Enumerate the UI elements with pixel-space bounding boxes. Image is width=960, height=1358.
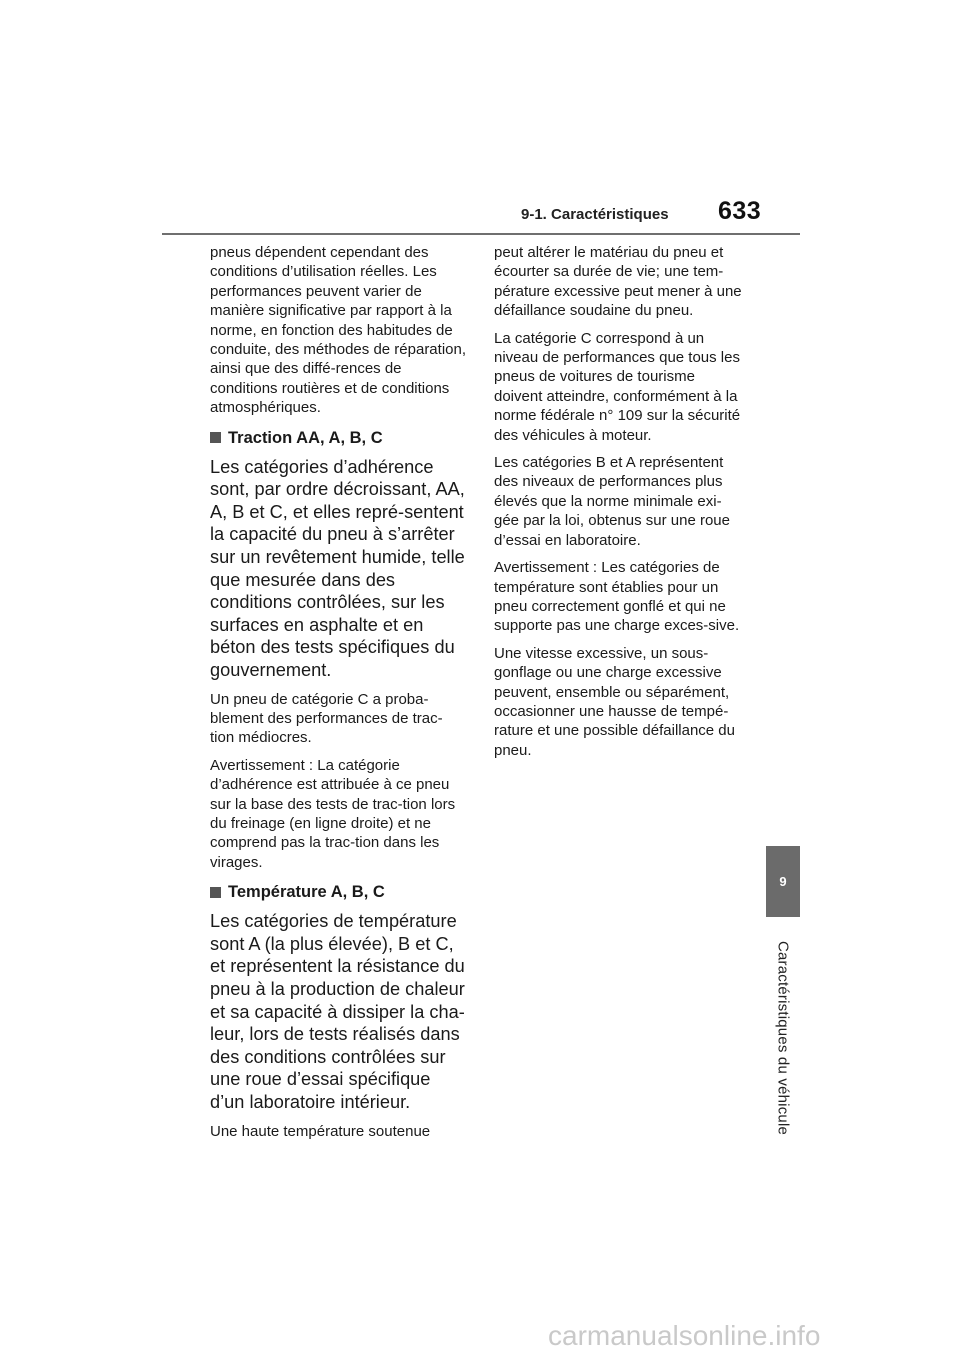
chapter-tab [766, 846, 800, 917]
right-paragraph-5: Une vitesse excessive, un sous-gonflage ou une charge excessive peuvent, ensemble ou séparément, occasionner une hausse de tempé-rature et une possible défaillance du pneu. [494, 644, 735, 759]
temperature-body: Les catégories de température sont A (la plus élevée), B et C, et représentent la résistance du pneu à la production de chaleur et sa capacité à dissiper la cha-leur, lors de tests réalisés dans des conditions contrôlées sur une roue d’essai spécifique d’un laboratoire intérieur. [210, 911, 465, 1112]
chapter-side-label: Caractéristiques du véhicule [774, 940, 792, 1136]
right-paragraph-1: peut altérer le matériau du pneu et écourter sa durée de vie; une tem-pérature excessive peut mener à une défaillance soudaine du pneu. [494, 244, 742, 320]
temperature-note: Une haute température soutenue [210, 1122, 431, 1140]
right-paragraph-3: Les catégories B et A représentent des niveaux de performances plus élevés que la norme minimale exi-gée par la loi, obtenus sur une roue d’essai en laboratoire. [494, 454, 730, 549]
right-paragraph-2: La catégorie C correspond à un niveau de performances que tous les pneus de voitures de tourisme doivent atteindre, conformément à la norme fédérale n° 109 sur la sécurité des véhicules à moteur. [494, 329, 741, 444]
traction-body: Les catégories d’adhérence sont, par ordre décroissant, AA, A, B et C, et elles repré-sentent la capacité du pneu à s’arrêter sur un revêtement humide, telle que mesurée dans des conditions contrôlées, sur les surfaces en asphalte et en béton des tests spécifiques du gouvernement. [210, 456, 465, 680]
intro-paragraph: pneus dépendent cependant des conditions d’utilisation réelles. Les performances peuvent varier de manière significative par rapport à la norme, en fonction des habitudes de conduite, des méthodes de réparation, ainsi que des diffé-rences de conditions routières et de conditions atmosphériques. [210, 244, 467, 417]
chapter-number: 9 [779, 874, 787, 889]
temperature-heading-text: Température A, B, C [228, 883, 385, 902]
right-paragraph-4: Avertissement : Les catégories de température sont établies pour un pneu correctement gonflé et qui ne supporte pas une charge exces-sive. [494, 559, 740, 635]
traction-heading [210, 428, 466, 448]
watermark: carmanualsonline.info [548, 1320, 821, 1351]
right-column [494, 243, 746, 768]
traction-note-2: Avertissement : La catégorie d’adhérence est attribuée à ce pneu sur la base des tests de trac-tion lors du freinage (en ligne droite) et ne comprend pas la trac-tion dans les virages. [210, 756, 456, 871]
header-divider [162, 233, 800, 235]
left-column [210, 243, 466, 1149]
section-title: 9-1. Caractéristiques [521, 206, 669, 223]
square-bullet-icon [210, 887, 221, 898]
traction-heading-text: Traction AA, A, B, C [228, 428, 383, 447]
page-number: 633 [718, 197, 762, 225]
square-bullet-icon [210, 432, 221, 443]
traction-note-1: Un pneu de catégorie C a proba-blement des performances de trac-tion médiocres. [210, 690, 443, 747]
temperature-heading [210, 882, 466, 902]
